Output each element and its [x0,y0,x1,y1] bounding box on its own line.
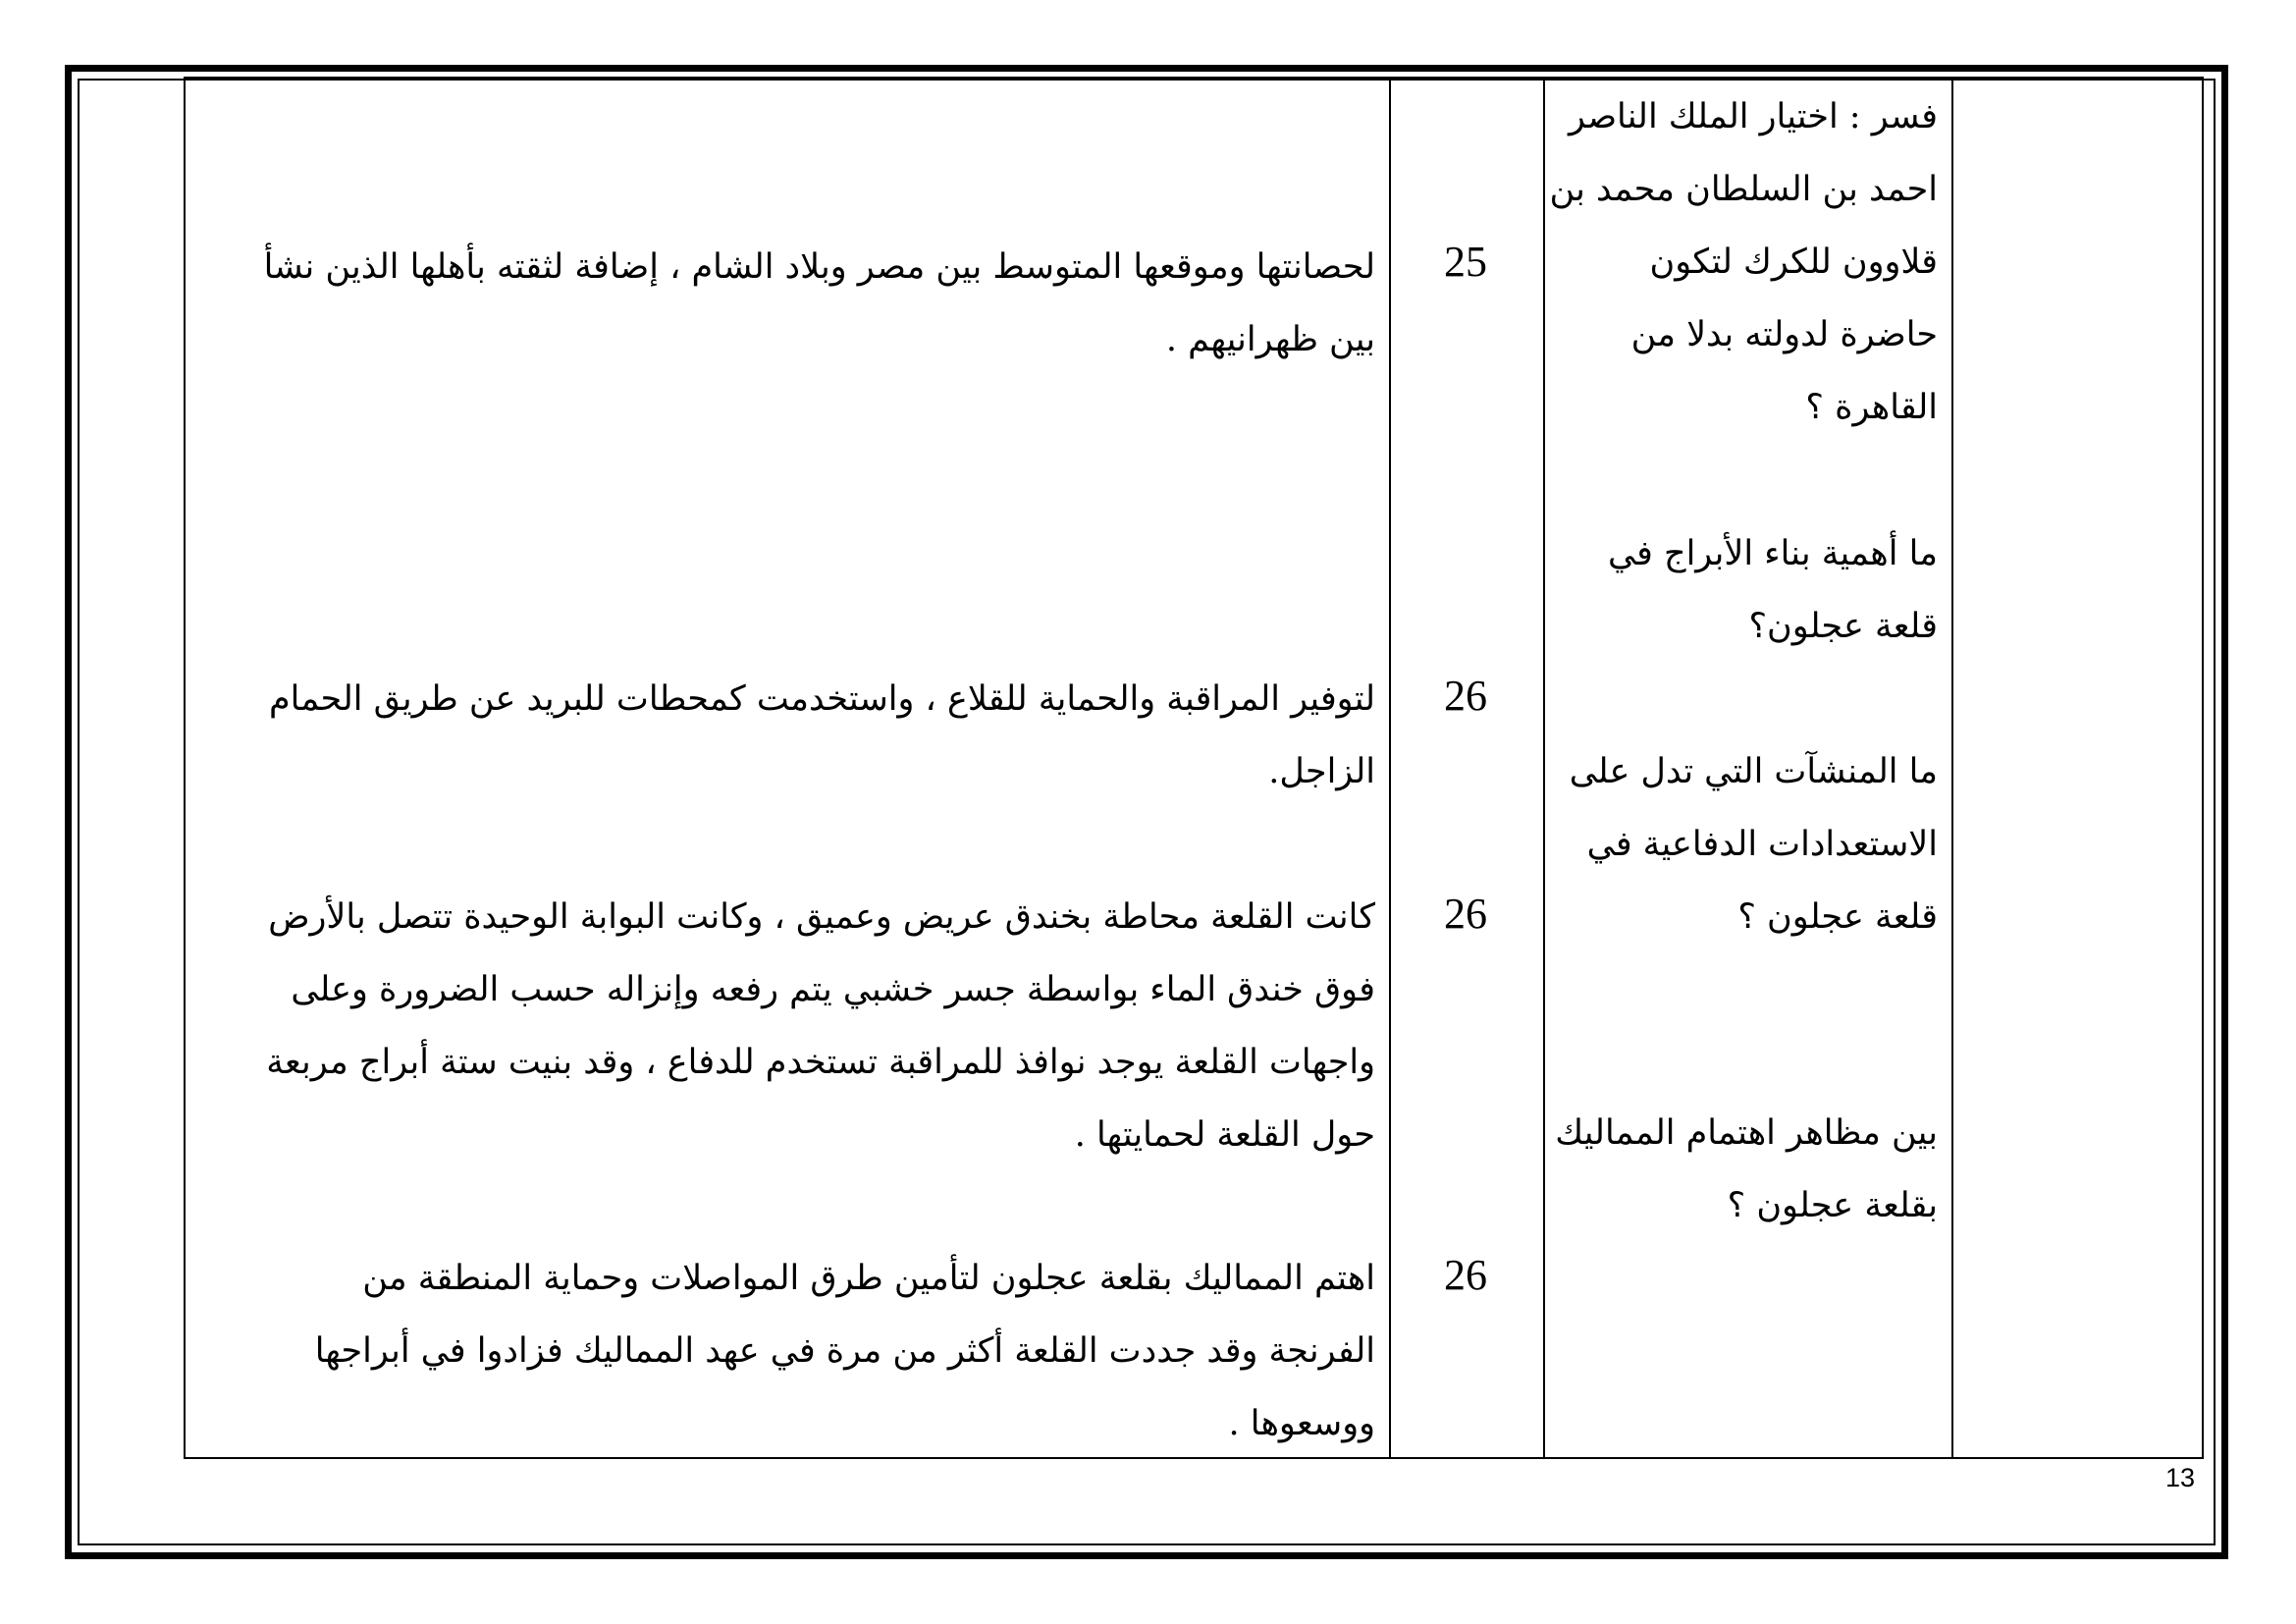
page-ref-cell-1: 25 [1444,238,1487,286]
answer-cell-2: لتوفير المراقبة والحماية للقلاع ، واستخدمت كمحطات للبريد عن طريق الحمام الزاجل. [268,679,1375,791]
question-cell-3: ما المنشآت التي تدل على الاستعدادات الدفاعية في قلعة عجلون ؟ [1569,752,1938,937]
answer-cell-1: لحصانتها وموقعها المتوسط بين مصر وبلاد الشام ، إضافة لثقته بأهلها الذين نشأ بين ظهرانيهم . [263,247,1375,359]
question-cell-4: بين مظاهر اهتمام المماليك بقلعة عجلون ؟ [1555,1113,1938,1225]
column-divider-question-margin [1951,77,1953,1459]
answer-cell-4: اهتم المماليك بقلعة عجلون لتأمين طرق المواصلات وحماية المنطقة من الفرنجة وقد جددت القلعة أكثر من مرة في عهد المماليك فزادوا في أبراجها ووسعوها . [314,1259,1375,1443]
page-ref-cell-2: 26 [1444,672,1487,720]
page-ref-cell-4: 26 [1444,1251,1487,1299]
page-ref-cell-3: 26 [1444,890,1487,938]
question-cell-2: ما أهمية بناء الأبراج في قلعة عجلون؟ [1607,534,1938,646]
page-number: 13 [2164,1463,2195,1492]
question-cell-1: فسر : اختيار الملك الناصر احمد بن السلطان محمد بن قلاوون للكرك لتكون حاضرة لدولته بدلا من القاهرة ؟ [1549,97,1938,427]
answer-cell-3: كانت القلعة محاطة بخندق عريض وعميق ، وكانت البوابة الوحيدة تتصل بالأرض فوق خندق الماء بواسطة جسر خشبي يتم رفعه وإنزاله حسب الضرورة وعلى واجهات القلعة يوجد نوافذ للمراقبة تستخدم للدفاع ، وقد بنيت ستة أبراج مربعة حول القلعة لحمايتها . [266,897,1375,1155]
